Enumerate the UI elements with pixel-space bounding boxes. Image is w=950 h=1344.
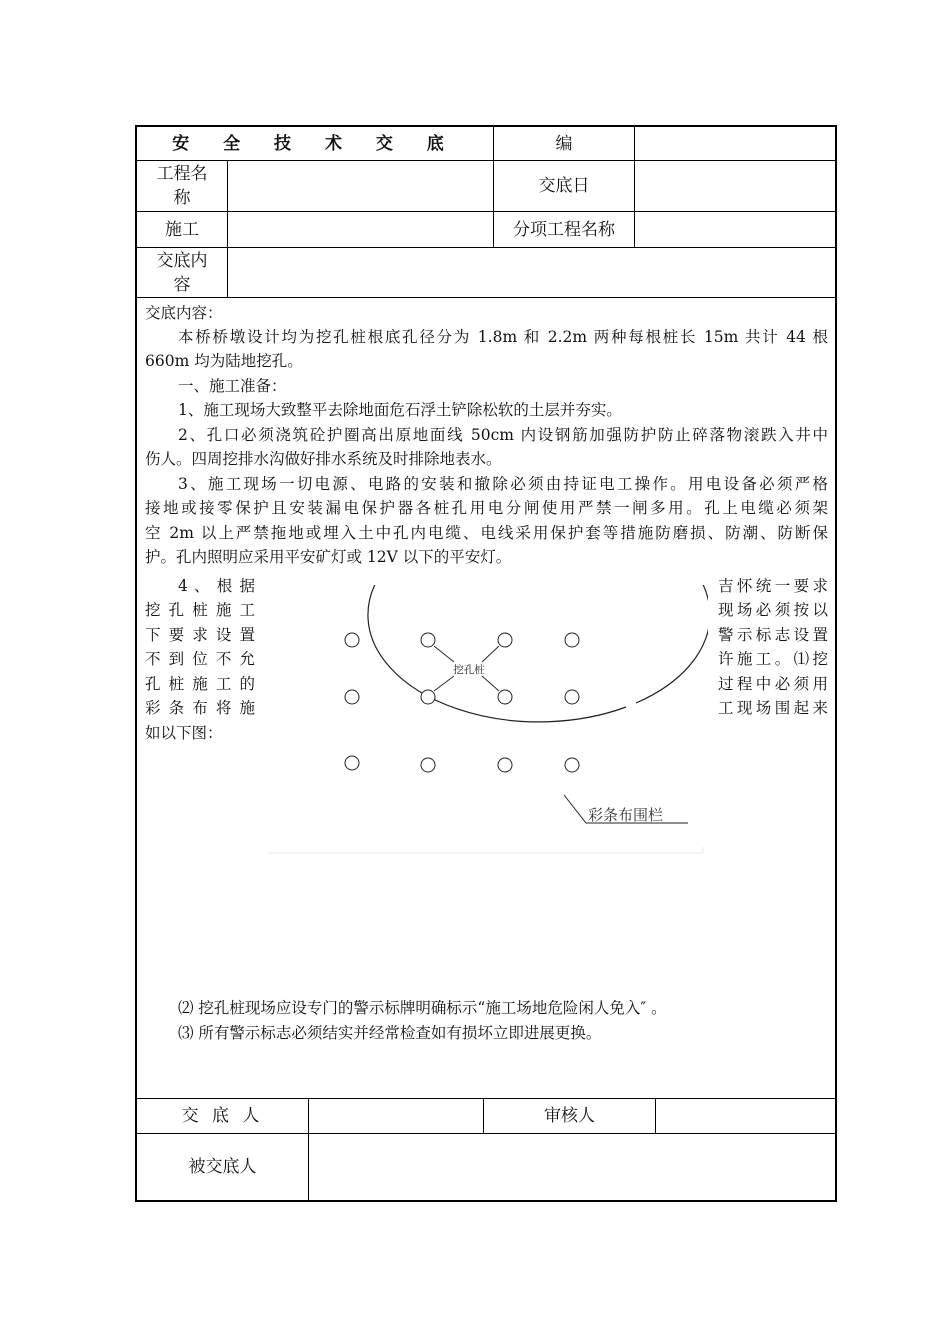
pile-hole — [565, 633, 579, 647]
code-value[interactable] — [635, 127, 835, 160]
item4-left-line: 不 到 位 不 允 — [145, 650, 255, 668]
item4-left-line: 孔 桩 施 工 的 — [145, 675, 255, 693]
body-heading: 交底内容： — [145, 304, 223, 322]
intro-line1: 本桥桥墩设计均为挖孔桩根底孔径分为 1.8m 和 2.2m 两种每根桩长 15m 共计 44 根 — [178, 328, 828, 346]
item2-line2: 伤人。四周挖排水沟做好排水系统及时排除地表水。 — [145, 450, 502, 468]
pile-hole — [345, 633, 359, 647]
pile-hole — [498, 633, 512, 647]
pile-hole — [345, 690, 359, 704]
project-name-label — [137, 161, 227, 211]
pile-layout-diagram — [268, 585, 708, 860]
pile-hole — [498, 758, 512, 772]
note2: ⑵ 挖孔桩现场应设专门的警示标牌明确标示“施工场地危险闲人免入″ 。 — [178, 999, 667, 1017]
item3-line2: 接地或接零保护且安装漏电保护器各桩孔用电分闸使用严禁一闸多用。孔上电缆必须架 — [145, 499, 828, 517]
content-label — [137, 248, 227, 297]
subitem-value[interactable] — [635, 212, 835, 247]
item4-left-line: 彩 条 布 将 施 — [145, 699, 255, 717]
item2-line1: 2、孔口必须浇筑砼护圈高出原地面线 50cm 内设钢筋加强防护防止碎落物滚跌入井中 — [178, 426, 828, 444]
date-value[interactable] — [635, 161, 835, 211]
item3-line1: 3、施工现场一切电源、电路的安装和撤除必须由持证电工操作。用电设备必须严格 — [178, 475, 828, 493]
content-value[interactable] — [228, 248, 835, 297]
intro-line2: 660m 均为陆地挖孔。 — [145, 352, 303, 370]
leader-line — [482, 676, 499, 691]
pile-hole — [421, 690, 435, 704]
date-label: 交底日 — [538, 176, 590, 196]
item4-right-line: 许施工。⑴挖 — [718, 650, 828, 668]
pile-hole — [498, 690, 512, 704]
pile-hole — [565, 758, 579, 772]
pile-hole — [345, 756, 359, 770]
content-label-line1: 交底内 — [156, 250, 208, 271]
item4-left-line: 下 要 求 设 置 — [145, 626, 255, 644]
reviewer-value[interactable] — [656, 1099, 835, 1133]
item4-right-line: 现场必须按以 — [718, 601, 828, 619]
pile-hole — [421, 633, 435, 647]
fence-label: 彩条布围栏 — [588, 806, 664, 824]
item4-left-line: 如以下图： — [145, 724, 223, 742]
item4-right-line: 吉怀统一要求 — [718, 577, 828, 595]
item4-left-line: 挖 孔 桩 施 工 — [145, 601, 255, 619]
item4-right-line: 警示标志设置 — [718, 626, 828, 644]
item4-right-line: 过程中必须用 — [718, 675, 828, 693]
presenter-label: 交 底 人 — [181, 1106, 264, 1126]
presenter-value[interactable] — [309, 1099, 483, 1133]
leader-line — [434, 676, 454, 691]
leader-line — [434, 646, 454, 662]
item3-line3: 空 2m 以上严禁拖地或埋入土中孔内电缆、电线采用保护套等措施防磨损、防潮、防断保 — [145, 524, 828, 542]
receiver-value[interactable] — [309, 1134, 835, 1200]
section1-title: 一、施工准备： — [178, 377, 287, 395]
row-divider — [136, 297, 836, 298]
note3: ⑶ 所有警示标志必须结实并经常检查如有损坏立即进展更换。 — [178, 1024, 602, 1042]
item4-right-line: 工现场围起来 — [718, 699, 828, 717]
content-label-line2: 容 — [173, 274, 191, 295]
item3-line4: 护。孔内照明应采用平安矿灯或 12V 以下的平安灯。 — [145, 548, 512, 566]
subitem-label: 分项工程名称 — [513, 219, 615, 240]
project-name-label-line1: 工程名 — [156, 164, 208, 184]
code-label: 编 — [555, 133, 573, 154]
leader-line — [482, 646, 499, 662]
receiver-label: 被交底人 — [188, 1157, 257, 1177]
item4-left-line: 4 、 根 据 — [178, 577, 255, 595]
pile-hole — [421, 758, 435, 772]
pile-hole — [565, 690, 579, 704]
project-name-value[interactable] — [228, 161, 493, 211]
reviewer-label: 审核人 — [544, 1106, 595, 1126]
form-title: 安 全 技 术 交 底 — [172, 133, 458, 154]
construction-value[interactable] — [228, 212, 493, 247]
item1: 1、施工现场大致整平去除地面危石浮土铲除松软的土层并夯实。 — [178, 401, 622, 419]
pile-label: 挖孔桩 — [453, 664, 485, 676]
project-name-label-line2: 称 — [173, 188, 191, 208]
fence-ellipse — [368, 585, 708, 722]
construction-label: 施工 — [165, 219, 199, 240]
